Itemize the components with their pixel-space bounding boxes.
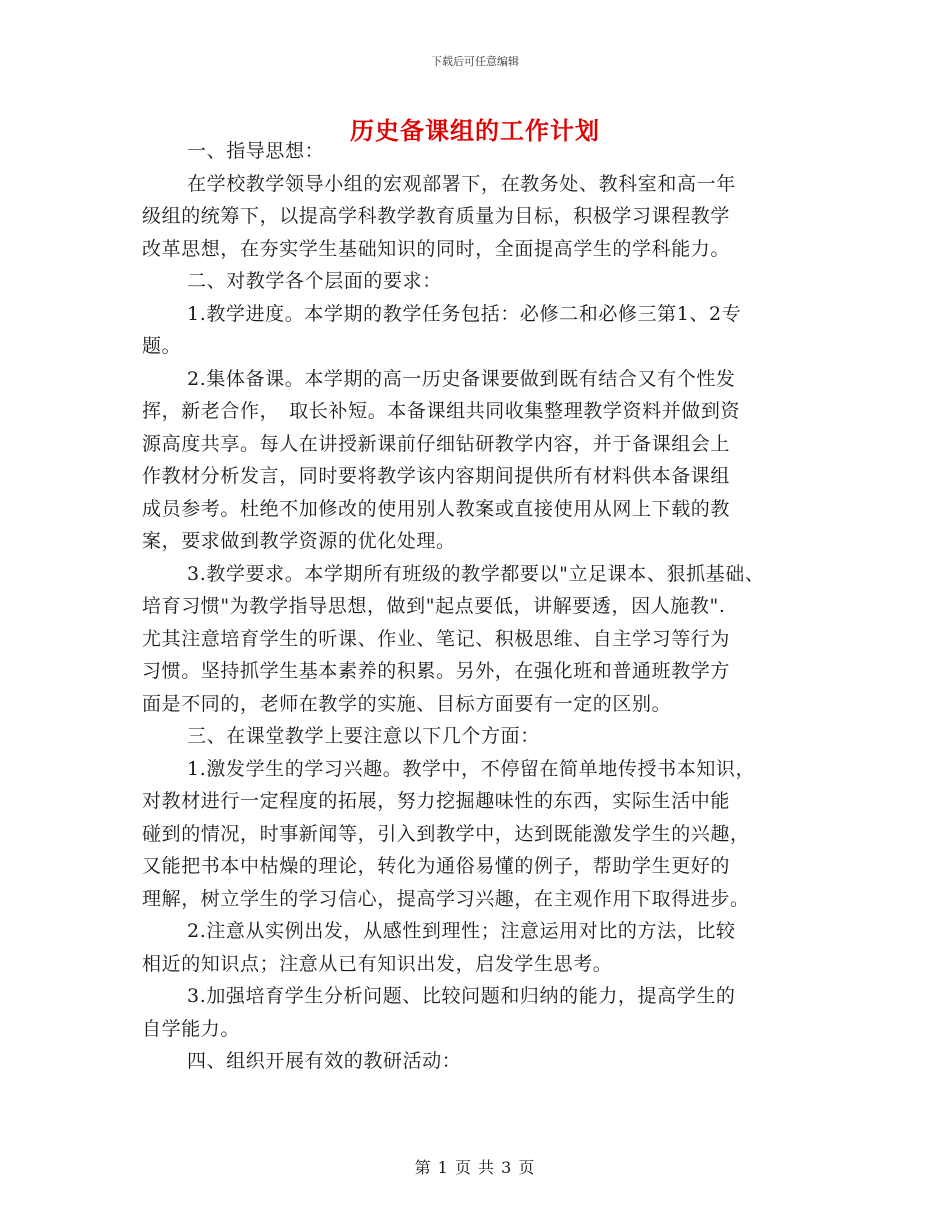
text-line: 挥，新老合作， 取长补短。本备课组共同收集整理教学资料并做到资 (142, 400, 741, 422)
text-line: 3.教学要求。本学期所有班级的教学都要以"立足课本、狠抓基础、 (187, 562, 765, 585)
text-line: 对教材进行一定程度的拓展，努力挖掘趣味性的东西，实际生活中能 (142, 790, 731, 812)
text-line: 源高度共享。每人在讲授新课前仔细钻研教学内容，并于备课组会上 (142, 432, 731, 455)
text-line: 题。 (142, 335, 182, 357)
text-line: 四、组织开展有效的教研活动： (187, 1050, 462, 1072)
text-line: 成员参考。杜绝不加修改的使用别人教案或直接使用从网上下载的教 (142, 497, 731, 520)
text-line: 习惯。坚持抓学生基本素养的积累。另外，在强化班和普通班教学方 (142, 660, 731, 682)
text-line: 自学能力。 (142, 1017, 241, 1040)
text-line: 1.教学进度。本学期的教学任务包括：必修二和必修三第1、2专 (187, 302, 742, 325)
page-footer: 第 1 页 共 3 页 (414, 1158, 536, 1177)
text-line: 三、在课堂教学上要注意以下几个方面： (187, 725, 540, 747)
text-line: 3.加强培育学生分析问题、比较问题和归纳的能力，提高学生的 (187, 985, 736, 1007)
text-line: 改革思想，在夯实学生基础知识的同时，全面提高学生的学科能力。 (142, 237, 731, 260)
text-line: 案，要求做到教学资源的优化处理。 (142, 530, 456, 552)
text-line: 作教材分析发言，同时要将教学该内容期间提供所有材料供本备课组 (142, 465, 731, 487)
text-line: 2.集体备课。本学期的高一历史备课要做到既有结合又有个性发 (187, 367, 736, 390)
document-body (142, 135, 810, 1078)
text-line: 级组的统筹下，以提高学科教学教育质量为目标，积极学习课程教学 (142, 205, 731, 227)
text-line: 又能把书本中枯燥的理论，转化为通俗易懂的例子，帮助学生更好的 (142, 855, 731, 877)
text-line: 在学校教学领导小组的宏观部署下，在教务处、教科室和高一年 (187, 172, 736, 195)
header-note: 下载后可任意编辑 (431, 55, 519, 68)
text-line: 一、指导思想： (187, 140, 325, 162)
text-line: 培育习惯"为教学指导思想，做到"起点要低，讲解要透，因人施教". (142, 595, 726, 617)
text-line: 碰到的情况，时事新闻等，引入到教学中，达到既能激发学生的兴趣， (142, 822, 750, 845)
page-title: 历史备课组的工作计划 (350, 116, 600, 145)
text-line: 2.注意从实例出发，从感性到理性；注意运用对比的方法，比较 (187, 920, 736, 942)
text-line: 相近的知识点；注意从已有知识出发，启发学生思考。 (142, 952, 613, 975)
text-line: 二、对教学各个层面的要求： (187, 270, 442, 292)
text-line: 面是不同的，老师在教学的实施、目标方面要有一定的区别。 (142, 692, 672, 715)
text-line: 1.激发学生的学习兴趣。教学中，不停留在简单地传授书本知识， (187, 757, 756, 780)
text-line: 尤其注意培育学生的听课、作业、笔记、积极思维、自主学习等行为 (142, 627, 731, 650)
text-line: 理解，树立学生的学习信心，提高学习兴趣，在主观作用下取得进步。 (142, 887, 750, 910)
